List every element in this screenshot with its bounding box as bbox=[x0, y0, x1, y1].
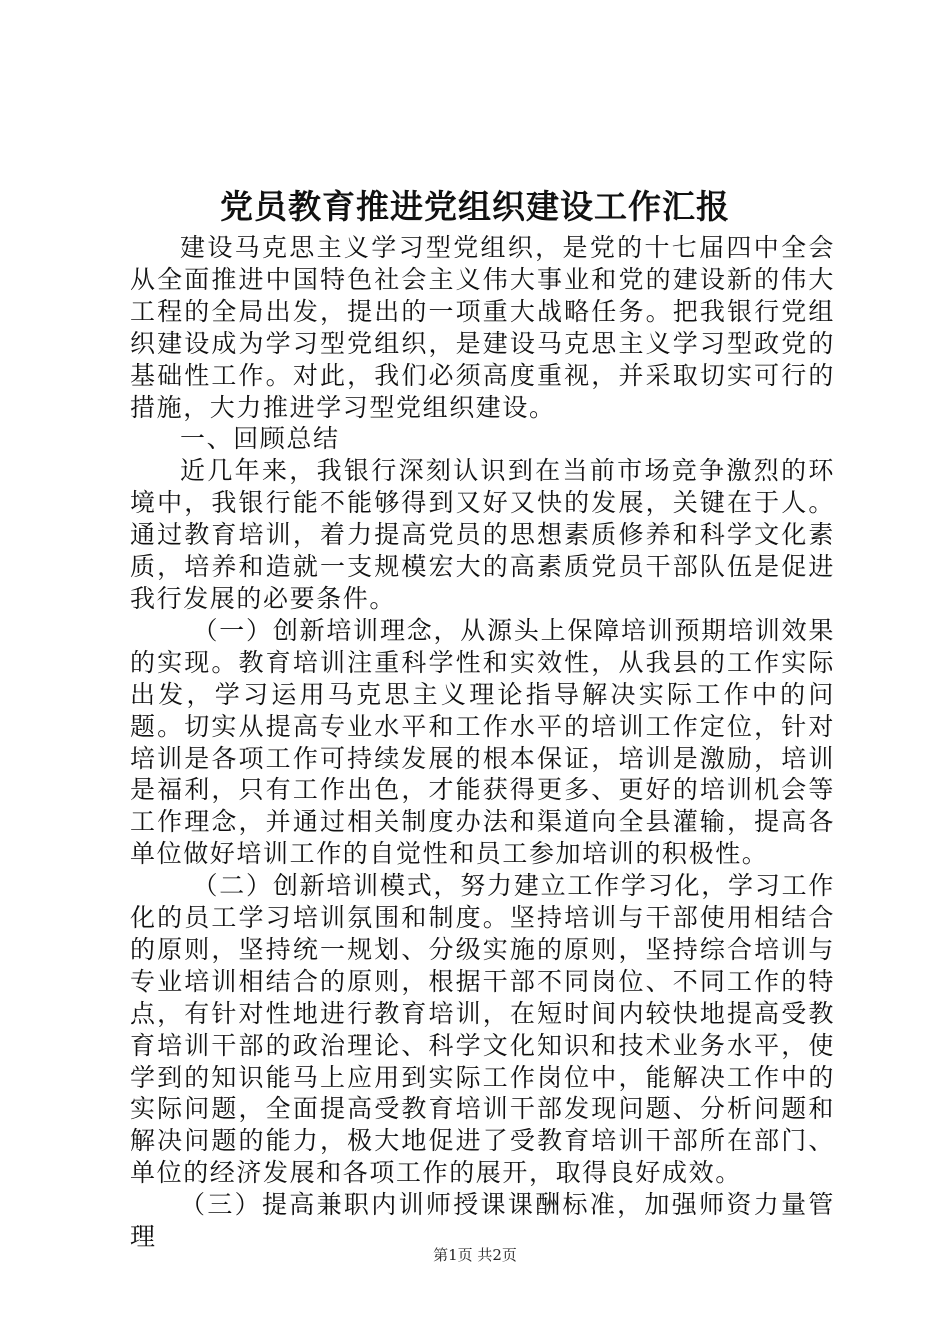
document-title: 党员教育推进党组织建设工作汇报 bbox=[220, 187, 730, 226]
review-paragraph: 近几年来，我银行深刻认识到在当前市场竞争激烈的环境中，我银行能不能够得到又好又快的发展，关键在于人。通过教育培训，着力提高党员的思想素质修养和科学文化素质，培养和造就一支规模宏大的高素质党员干部队伍是促进我行发展的必要条件。 bbox=[130, 456, 835, 613]
subsection-2-paragraph: （二）创新培训模式，努力建立工作学习化，学习工作化的员工学习培训氛围和制度。坚持培训与干部使用相结合的原则，坚持统一规划、分级实施的原则，坚持综合培训与专业培训相结合的原则，根据干部不同岗位、不同工作的特点，有针对性地进行教育培训，在短时间内较快地提高受教育培训干部的政治理论、科学文化知识和技术业务水平，使学到的知识能马上应用到实际工作岗位中，能解决工作中的实际问题，全面提高受教育培训干部发现问题、分析问题和解决问题的能力，极大地促进了受教育培训干部所在部门、单位的经济发展和各项工作的展开，取得良好成效。 bbox=[130, 871, 835, 1188]
subsection-3-paragraph: （三）提高兼职内训师授课课酬标准，加强师资力量管理 bbox=[130, 1190, 835, 1252]
document-body bbox=[130, 232, 835, 1253]
page-number-footer: 第1页 共2页 bbox=[433, 1246, 517, 1264]
section-heading: 一、回顾总结 bbox=[180, 424, 340, 454]
intro-paragraph: 建设马克思主义学习型党组织，是党的十七届四中全会从全面推进中国特色社会主义伟大事业和党的建设新的伟大工程的全局出发，提出的一项重大战略任务。把我银行党组织建设成为学习型党组织，是建设马克思主义学习型政党的基础性工作。对此，我们必须高度重视，并采取切实可行的措施，大力推进学习型党组织建设。 bbox=[130, 233, 835, 422]
subsection-1-paragraph: （一）创新培训理念，从源头上保障培训预期培训效果的实现。教育培训注重科学性和实效性，从我县的工作实际出发，学习运用马克思主义理论指导解决实际工作中的问题。切实从提高专业水平和工作水平的培训工作定位，针对培训是各项工作可持续发展的根本保证，培训是激励，培训是福利，只有工作出色，才能获得更多、更好的培训机会等工作理念，并通过相关制度办法和渠道向全县灌输，提高各单位做好培训工作的自觉性和员工参加培训的积极性。 bbox=[130, 615, 835, 869]
